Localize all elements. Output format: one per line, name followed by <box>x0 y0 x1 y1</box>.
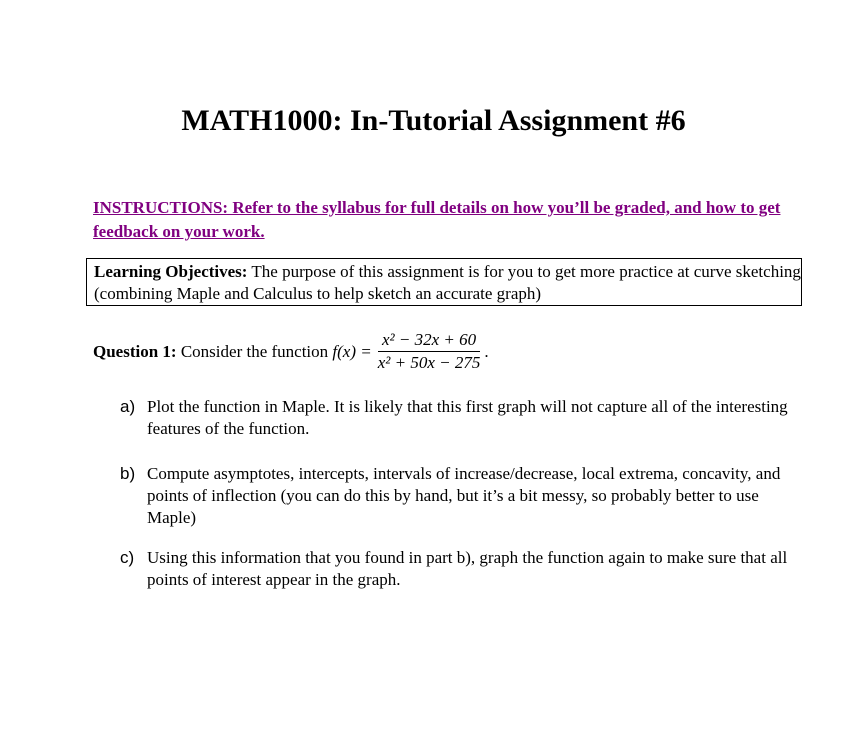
part-b <box>120 463 800 529</box>
part-a <box>120 396 800 440</box>
period: . <box>484 341 489 361</box>
part-label: c) <box>120 548 135 567</box>
function-lhs: f(x) = <box>332 341 372 361</box>
learning-objectives-text: The purpose of this assignment is for you to get more practice at curve sketching (combining Maple and Calculus to help sketch an accurate graph) <box>94 262 801 303</box>
document-title: MATH1000: In-Tutorial Assignment #6 <box>181 104 686 137</box>
numerator: x² − 32x + 60 <box>378 330 480 352</box>
learning-objectives-label: Learning Objectives: <box>94 262 248 281</box>
function-fraction <box>374 330 485 373</box>
question-label: Question 1: <box>93 341 177 361</box>
part-text: Plot the function in Maple. It is likely that this first graph will not capture all of the interesting features of the function. <box>147 397 788 438</box>
part-label: a) <box>120 397 136 416</box>
instructions-link: INSTRUCTIONS: Refer to the syllabus for full details on how you’ll be graded, and how to get feedback on your work. <box>93 198 781 241</box>
part-text: Compute asymptotes, intercepts, intervals of increase/decrease, local extrema, concavity, and points of inflection (you can do this by hand, but it’s a bit messy, so probably better to use Maple) <box>147 464 781 527</box>
question-text: Consider the function <box>180 341 329 361</box>
denominator: x² + 50x − 275 <box>377 353 481 372</box>
question-1 <box>93 330 489 373</box>
learning-objectives-box <box>86 258 802 306</box>
part-text: Using this information that you found in part b), graph the function again to make sure that all points of interest appear in the graph. <box>147 548 788 589</box>
part-label: b) <box>120 464 136 483</box>
part-c <box>120 547 800 591</box>
